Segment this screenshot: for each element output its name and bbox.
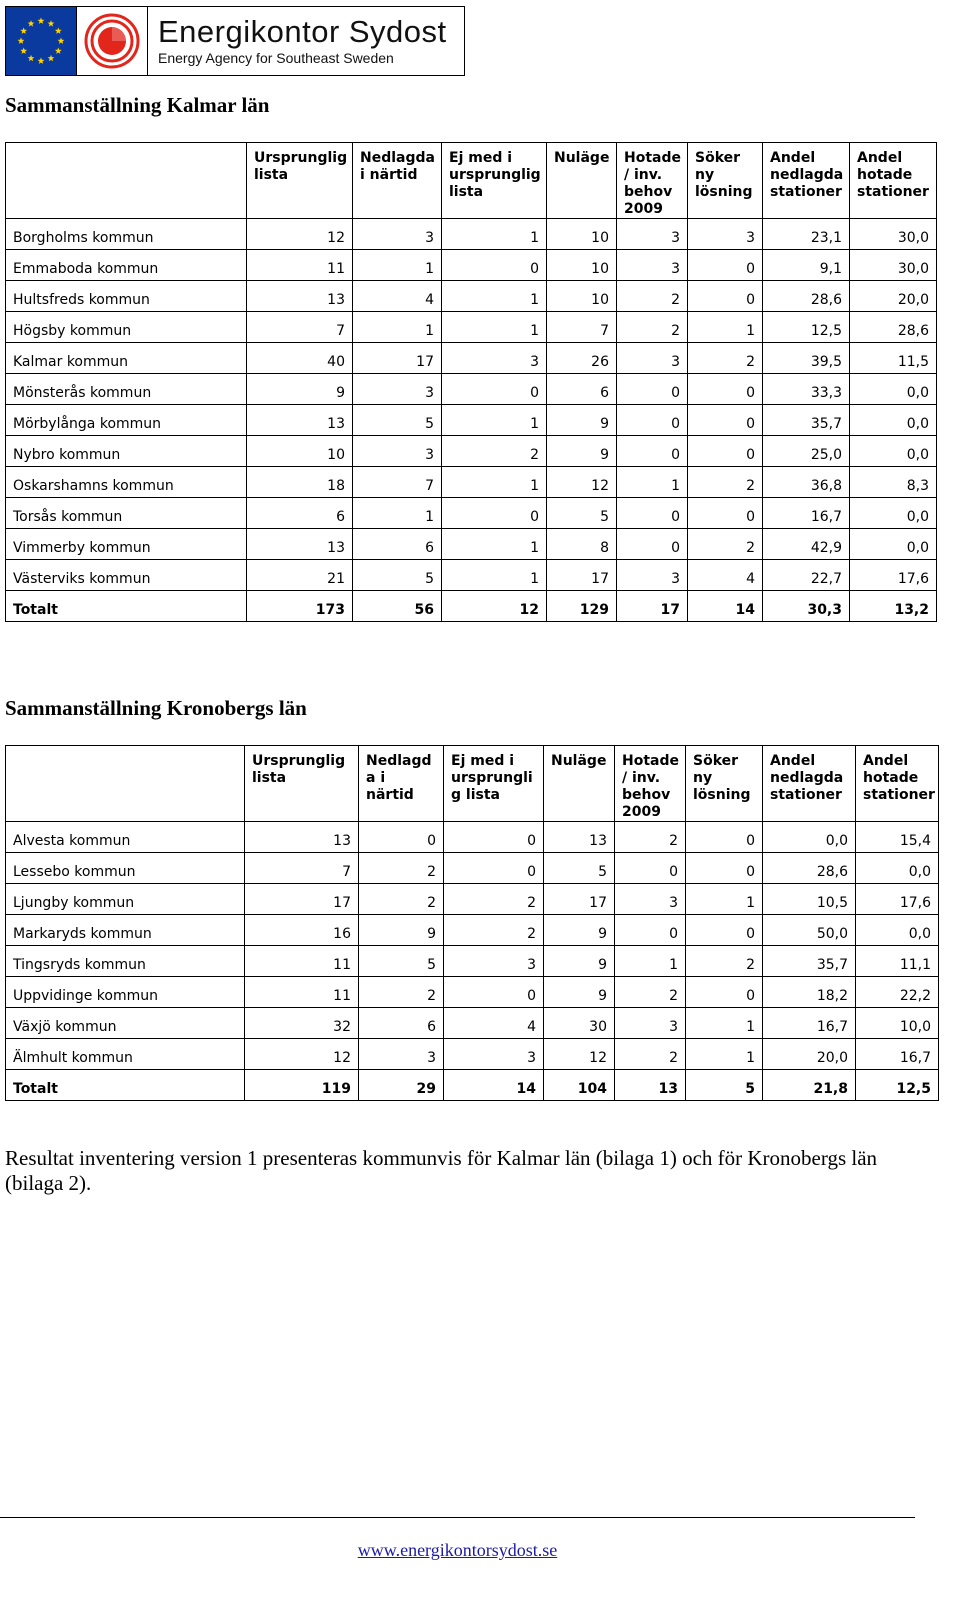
table-cell: 0 — [688, 405, 763, 436]
table-cell: 11 — [245, 946, 359, 977]
table-cell: 10,0 — [856, 1008, 939, 1039]
table-cell: 1 — [353, 312, 442, 343]
table-cell: 13 — [247, 281, 353, 312]
table-cell: 12 — [442, 591, 547, 622]
table-cell: 0 — [442, 250, 547, 281]
column-header: Nuläge — [544, 746, 615, 822]
table-cell: 32 — [245, 1008, 359, 1039]
table-cell: 0 — [688, 498, 763, 529]
eu-star-icon — [55, 27, 62, 34]
table-cell: 2 — [615, 822, 686, 853]
table-cell: 12 — [547, 467, 617, 498]
table-cell: 0 — [686, 977, 763, 1008]
table-row — [6, 529, 937, 560]
table-header-row — [6, 746, 939, 822]
table-cell: 119 — [245, 1070, 359, 1101]
table-row — [6, 946, 939, 977]
kronoberg-title: Sammanställning Kronobergs län — [5, 696, 307, 720]
column-header — [6, 143, 247, 219]
table-cell: 0 — [617, 498, 688, 529]
row-label: Västerviks kommun — [6, 560, 247, 591]
table-cell: 13 — [247, 405, 353, 436]
kronoberg-table — [5, 745, 939, 1101]
table-cell: 3 — [353, 436, 442, 467]
row-label: Nybro kommun — [6, 436, 247, 467]
table-cell: 1 — [442, 405, 547, 436]
table-cell: 16,7 — [856, 1039, 939, 1070]
table-cell: 5 — [353, 560, 442, 591]
table-cell: 10,5 — [763, 884, 856, 915]
table-cell: 10 — [547, 219, 617, 250]
table-cell: 30,0 — [850, 250, 937, 281]
table-cell: 3 — [688, 219, 763, 250]
table-cell: 12 — [247, 219, 353, 250]
table-cell: 0 — [688, 281, 763, 312]
row-label: Borgholms kommun — [6, 219, 247, 250]
table-row — [6, 884, 939, 915]
table-cell: 1 — [353, 250, 442, 281]
row-label: Vimmerby kommun — [6, 529, 247, 560]
table-cell: 173 — [247, 591, 353, 622]
table-cell: 22,7 — [763, 560, 850, 591]
table-cell: 0 — [686, 915, 763, 946]
table-cell: 2 — [359, 884, 444, 915]
eu-star-icon — [48, 55, 55, 62]
table-row — [6, 219, 937, 250]
table-row — [6, 343, 937, 374]
table-cell: 5 — [686, 1070, 763, 1101]
column-header: Nedlagd a i närtid — [359, 746, 444, 822]
footer-website-link[interactable]: www.energikontorsydost.se — [357, 1540, 558, 1560]
table-cell: 26 — [547, 343, 617, 374]
table-cell: 25,0 — [763, 436, 850, 467]
table-cell: 0,0 — [850, 405, 937, 436]
table-cell: 1 — [442, 281, 547, 312]
table-cell: 4 — [444, 1008, 544, 1039]
table-row — [6, 436, 937, 467]
table-cell: 10 — [247, 436, 353, 467]
eu-star-icon — [28, 20, 35, 27]
table-cell: 30,3 — [763, 591, 850, 622]
row-label: Totalt — [6, 591, 247, 622]
table-cell: 3 — [617, 250, 688, 281]
table-cell: 3 — [353, 374, 442, 405]
table-cell: 11 — [245, 977, 359, 1008]
table-cell: 0,0 — [850, 529, 937, 560]
table-cell: 0 — [688, 436, 763, 467]
table-cell: 4 — [353, 281, 442, 312]
table-row — [6, 977, 939, 1008]
table-cell: 42,9 — [763, 529, 850, 560]
row-label: Oskarshamns kommun — [6, 467, 247, 498]
table-cell: 3 — [444, 946, 544, 977]
table-cell: 2 — [686, 946, 763, 977]
table-cell: 7 — [353, 467, 442, 498]
table-cell: 6 — [359, 1008, 444, 1039]
table-header-row — [6, 143, 937, 219]
org-name: Energikontor Sydost — [158, 14, 447, 49]
table-cell: 0,0 — [763, 822, 856, 853]
table-cell: 0 — [617, 405, 688, 436]
table-cell: 7 — [245, 853, 359, 884]
table-cell: 50,0 — [763, 915, 856, 946]
table-cell: 23,1 — [763, 219, 850, 250]
table-cell: 3 — [444, 1039, 544, 1070]
table-cell: 2 — [688, 529, 763, 560]
table-cell: 15,4 — [856, 822, 939, 853]
table-cell: 10 — [547, 250, 617, 281]
table-cell: 0 — [444, 822, 544, 853]
table-cell: 1 — [686, 1008, 763, 1039]
table-cell: 9 — [544, 915, 615, 946]
table-cell: 28,6 — [763, 853, 856, 884]
table-cell: 1 — [353, 498, 442, 529]
column-header: Ej med i ursprungli g lista — [444, 746, 544, 822]
table-cell: 13 — [245, 822, 359, 853]
column-header: Hotade / inv. behov 2009 — [617, 143, 688, 219]
sun-logo-icon — [77, 7, 148, 75]
table-cell: 6 — [547, 374, 617, 405]
table-row — [6, 1039, 939, 1070]
table-cell: 14 — [444, 1070, 544, 1101]
table-cell: 7 — [547, 312, 617, 343]
table-cell: 13 — [544, 822, 615, 853]
result-text: Resultat inventering version 1 presenteras kommunvis för Kalmar län (bilaga 1) och för Kronobergs län (bilaga 2). — [5, 1146, 878, 1195]
table-cell: 17 — [617, 591, 688, 622]
table-cell: 3 — [442, 343, 547, 374]
table-row — [6, 560, 937, 591]
column-header: Andel nedlagda stationer — [763, 746, 856, 822]
table-cell: 35,7 — [763, 405, 850, 436]
table-cell: 0 — [688, 374, 763, 405]
table-cell: 1 — [442, 529, 547, 560]
table-cell: 4 — [688, 560, 763, 591]
row-label: Tingsryds kommun — [6, 946, 245, 977]
table-cell: 104 — [544, 1070, 615, 1101]
table-cell: 6 — [247, 498, 353, 529]
row-label: Mönsterås kommun — [6, 374, 247, 405]
table-cell: 1 — [688, 312, 763, 343]
table-cell: 30,0 — [850, 219, 937, 250]
eu-flag-icon — [6, 7, 77, 75]
table-row — [6, 853, 939, 884]
table-cell: 0 — [615, 915, 686, 946]
table-cell: 2 — [444, 884, 544, 915]
table-cell: 129 — [547, 591, 617, 622]
table-cell: 0,0 — [856, 853, 939, 884]
row-label: Uppvidinge kommun — [6, 977, 245, 1008]
row-label: Totalt — [6, 1070, 245, 1101]
table-cell: 13,2 — [850, 591, 937, 622]
footer-divider — [0, 1517, 915, 1518]
table-cell: 2 — [444, 915, 544, 946]
column-header: Ej med i ursprunglig lista — [442, 143, 547, 219]
table-cell: 0 — [617, 374, 688, 405]
table-cell: 0 — [442, 374, 547, 405]
table-cell: 1 — [442, 312, 547, 343]
table-cell: 2 — [359, 977, 444, 1008]
table-cell: 0 — [615, 853, 686, 884]
table-cell: 21 — [247, 560, 353, 591]
row-label: Ljungby kommun — [6, 884, 245, 915]
column-header: Andel hotade stationer — [850, 143, 937, 219]
table-cell: 30 — [544, 1008, 615, 1039]
table-cell: 2 — [617, 312, 688, 343]
table-row — [6, 250, 937, 281]
eu-star-icon — [20, 47, 27, 54]
table-cell: 5 — [353, 405, 442, 436]
table-cell: 2 — [617, 281, 688, 312]
table-cell: 1 — [442, 219, 547, 250]
table-cell: 13 — [247, 529, 353, 560]
table-cell: 9 — [547, 436, 617, 467]
eu-star-icon — [20, 27, 27, 34]
table-cell: 17,6 — [856, 884, 939, 915]
table-cell: 21,8 — [763, 1070, 856, 1101]
table-cell: 1 — [617, 467, 688, 498]
table-cell: 20,0 — [763, 1039, 856, 1070]
eu-star-icon — [55, 47, 62, 54]
row-label: Hultsfreds kommun — [6, 281, 247, 312]
table-cell: 5 — [544, 853, 615, 884]
table-cell: 9 — [544, 977, 615, 1008]
column-header: Andel nedlagda stationer — [763, 143, 850, 219]
table-cell: 16 — [245, 915, 359, 946]
table-cell: 11,1 — [856, 946, 939, 977]
total-row — [6, 1070, 939, 1101]
column-header: Ursprunglig lista — [247, 143, 353, 219]
table-cell: 0,0 — [856, 915, 939, 946]
table-cell: 40 — [247, 343, 353, 374]
energikontor-logo — [5, 6, 465, 76]
table-cell: 14 — [688, 591, 763, 622]
table-cell: 0 — [359, 822, 444, 853]
eu-star-icon — [48, 20, 55, 27]
table-cell: 33,3 — [763, 374, 850, 405]
table-cell: 12,5 — [856, 1070, 939, 1101]
table-cell: 0 — [688, 250, 763, 281]
table-cell: 16,7 — [763, 498, 850, 529]
table-row — [6, 374, 937, 405]
table-cell: 13 — [615, 1070, 686, 1101]
row-label: Mörbylånga kommun — [6, 405, 247, 436]
table-cell: 3 — [359, 1039, 444, 1070]
table-cell: 12,5 — [763, 312, 850, 343]
table-cell: 17 — [547, 560, 617, 591]
table-cell: 10 — [547, 281, 617, 312]
table-cell: 0 — [442, 498, 547, 529]
table-row — [6, 281, 937, 312]
table-cell: 3 — [617, 343, 688, 374]
column-header — [6, 746, 245, 822]
table-cell: 9,1 — [763, 250, 850, 281]
column-header: Andel hotade stationer — [856, 746, 939, 822]
table-row — [6, 312, 937, 343]
row-label: Torsås kommun — [6, 498, 247, 529]
row-label: Lessebo kommun — [6, 853, 245, 884]
row-label: Växjö kommun — [6, 1008, 245, 1039]
column-header: Söker ny lösning — [686, 746, 763, 822]
table-cell: 3 — [617, 560, 688, 591]
table-cell: 29 — [359, 1070, 444, 1101]
table-cell: 0 — [444, 853, 544, 884]
table-cell: 17 — [245, 884, 359, 915]
table-row — [6, 405, 937, 436]
table-cell: 12 — [544, 1039, 615, 1070]
table-cell: 9 — [544, 946, 615, 977]
table-row — [6, 498, 937, 529]
table-cell: 22,2 — [856, 977, 939, 1008]
table-cell: 1 — [686, 884, 763, 915]
column-header: Nedlagda i närtid — [353, 143, 442, 219]
table-cell: 6 — [353, 529, 442, 560]
table-cell: 0,0 — [850, 374, 937, 405]
table-cell: 2 — [688, 343, 763, 374]
table-cell: 9 — [359, 915, 444, 946]
table-cell: 17 — [544, 884, 615, 915]
column-header: Söker ny lösning — [688, 143, 763, 219]
table-row — [6, 1008, 939, 1039]
table-cell: 2 — [615, 1039, 686, 1070]
row-label: Kalmar kommun — [6, 343, 247, 374]
table-cell: 35,7 — [763, 946, 856, 977]
table-cell: 11 — [247, 250, 353, 281]
table-cell: 7 — [247, 312, 353, 343]
column-header: Hotade / inv. behov 2009 — [615, 746, 686, 822]
eu-star-icon — [58, 37, 65, 44]
table-cell: 3 — [615, 884, 686, 915]
table-cell: 56 — [353, 591, 442, 622]
table-cell: 5 — [359, 946, 444, 977]
table-cell: 18 — [247, 467, 353, 498]
table-cell: 36,8 — [763, 467, 850, 498]
table-cell: 39,5 — [763, 343, 850, 374]
table-cell: 0,0 — [850, 436, 937, 467]
row-label: Älmhult kommun — [6, 1039, 245, 1070]
table-cell: 1 — [442, 560, 547, 591]
table-cell: 9 — [247, 374, 353, 405]
table-cell: 3 — [615, 1008, 686, 1039]
table-row — [6, 467, 937, 498]
table-cell: 0 — [444, 977, 544, 1008]
row-label: Högsby kommun — [6, 312, 247, 343]
table-cell: 0 — [686, 822, 763, 853]
table-cell: 2 — [688, 467, 763, 498]
eu-star-icon — [38, 17, 45, 24]
table-cell: 0 — [686, 853, 763, 884]
eu-star-icon — [28, 55, 35, 62]
total-row — [6, 591, 937, 622]
table-cell: 11,5 — [850, 343, 937, 374]
column-header: Nuläge — [547, 143, 617, 219]
table-cell: 1 — [615, 946, 686, 977]
table-cell: 9 — [547, 405, 617, 436]
table-cell: 28,6 — [850, 312, 937, 343]
row-label: Emmaboda kommun — [6, 250, 247, 281]
table-cell: 2 — [615, 977, 686, 1008]
row-label: Alvesta kommun — [6, 822, 245, 853]
column-header: Ursprunglig lista — [245, 746, 359, 822]
table-cell: 8,3 — [850, 467, 937, 498]
table-row — [6, 915, 939, 946]
table-cell: 0 — [617, 436, 688, 467]
table-cell: 2 — [442, 436, 547, 467]
table-cell: 20,0 — [850, 281, 937, 312]
eu-star-icon — [38, 57, 45, 64]
table-row — [6, 822, 939, 853]
table-cell: 0 — [617, 529, 688, 560]
table-cell: 1 — [686, 1039, 763, 1070]
table-cell: 3 — [617, 219, 688, 250]
org-subtitle: Energy Agency for Southeast Sweden — [158, 50, 394, 66]
table-cell: 17,6 — [850, 560, 937, 591]
table-cell: 2 — [359, 853, 444, 884]
table-cell: 5 — [547, 498, 617, 529]
table-cell: 8 — [547, 529, 617, 560]
table-cell: 0,0 — [850, 498, 937, 529]
table-cell: 28,6 — [763, 281, 850, 312]
kalmar-table — [5, 142, 937, 622]
table-cell: 18,2 — [763, 977, 856, 1008]
table-cell: 3 — [353, 219, 442, 250]
eu-star-icon — [18, 37, 25, 44]
row-label: Markaryds kommun — [6, 915, 245, 946]
table-cell: 12 — [245, 1039, 359, 1070]
kalmar-title: Sammanställning Kalmar län — [5, 93, 270, 117]
table-cell: 1 — [442, 467, 547, 498]
table-cell: 16,7 — [763, 1008, 856, 1039]
table-cell: 17 — [353, 343, 442, 374]
